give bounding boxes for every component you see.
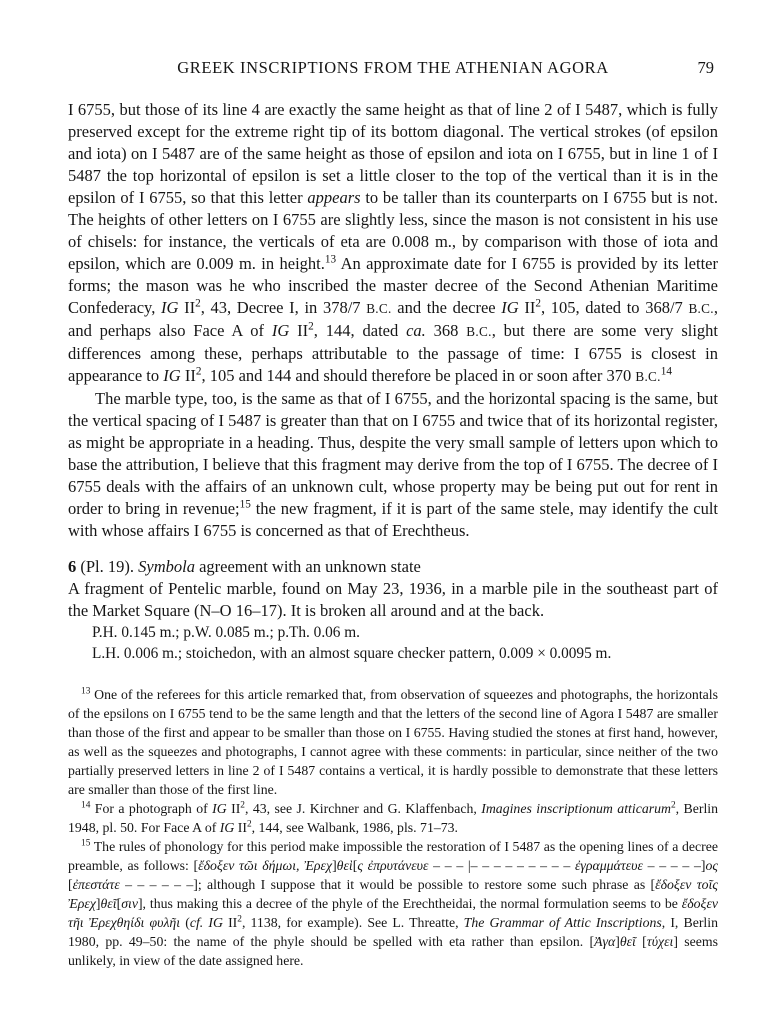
text-segment: IG bbox=[161, 298, 179, 317]
text-segment: 2 bbox=[535, 297, 541, 310]
text-segment: An approximate date for I 6755 is provided by its letter forms; the mason was he who inscribed the master decree of the Second Athenian Maritime Confederacy, bbox=[68, 254, 718, 317]
text-segment: θεῖ bbox=[100, 896, 117, 911]
text-segment: 2 bbox=[195, 297, 201, 310]
text-segment: , Berlin 1948, pl. 50. For Face A of bbox=[68, 801, 719, 835]
text-segment: II bbox=[234, 820, 247, 835]
body-text bbox=[68, 99, 718, 542]
text-segment: 14 bbox=[81, 800, 91, 811]
text-segment: [ bbox=[116, 896, 122, 911]
text-segment: ] bbox=[332, 858, 337, 873]
text-segment: ος bbox=[705, 858, 718, 873]
text-segment: B.C. bbox=[366, 301, 392, 316]
text-segment: 2 bbox=[195, 365, 202, 378]
entry-heading bbox=[68, 556, 718, 578]
text-segment: agreement with an unknown state bbox=[194, 557, 421, 576]
text-segment: , 43, see J. Kirchner and G. Klaffenbach, bbox=[244, 801, 482, 816]
text-segment: II bbox=[178, 298, 196, 317]
text-segment: ἐγραμμάτευε bbox=[574, 858, 643, 873]
running-title: GREEK INSCRIPTIONS FROM THE ATHENIAN AGORA bbox=[177, 58, 609, 77]
text-segment: , 105, dated to 368/7 bbox=[540, 298, 689, 317]
text-segment: B.C. bbox=[635, 369, 661, 384]
text-segment: , 1138, for example). See L. Threatte, bbox=[241, 915, 464, 930]
text-segment: – – – |– – – – – – – – – bbox=[428, 858, 575, 873]
page-number: 79 bbox=[697, 58, 714, 77]
text-segment: ἔδοξεν τῆι Ἐρεχθηίδι φυλῆι bbox=[68, 896, 718, 930]
text-segment: [ bbox=[352, 858, 358, 873]
text-segment: 2 bbox=[308, 320, 314, 333]
text-segment: The marble type, too, is the same as that of I 6755, and the horizontal spacing is the same, but the vertical spacing of I 5487 is greater than that on I 6755 and twice that of its horizontal register, as might be appropriate in a heading. Thus, despite the very small sample of letters upon which to base the attribution, I believe that this fragment may derive from the top of I 6755. The decree of I 6755 deals with the affairs of an unknown cult, whose property may be being put out for rent in order to bring in revenue; bbox=[68, 389, 718, 518]
text-segment: 15 bbox=[239, 498, 251, 511]
text-segment: , and perhaps also Face A of bbox=[68, 298, 718, 340]
text-segment: ἐπεστάτε bbox=[72, 877, 120, 892]
text-segment: 2 bbox=[246, 819, 252, 830]
text-segment: IG bbox=[219, 820, 235, 835]
footnotes-section bbox=[68, 685, 718, 970]
text-segment: 2 bbox=[240, 800, 245, 811]
text-segment: , 144, see Walbank, 1986, pls. 71–73. bbox=[251, 820, 458, 835]
text-segment: II bbox=[180, 366, 196, 385]
text-segment: , but there are some very slight differences among these, perhaps attributable to the passage of time: I 6755 is closest in appearance to bbox=[68, 321, 719, 385]
text-segment: ἔδοξεν τοῖς Ἐρεχ bbox=[68, 877, 718, 911]
text-segment: Ἀγα bbox=[594, 934, 616, 949]
text-segment: I 6755, but those of its line 4 are exactly the same height as that of line 2 of I 5487, which is fully preserved except for the extreme right tip of its bottom diagonal. The vertical strokes (of epsilon and iota) on I 5487 are of the same height as those of epsilon and iota on I 6755, but in line 1 of I 5487 the top horizontal of epsilon is set a little closer to the top of the vertical than it is in the epsilon of I 6755, so that this letter bbox=[68, 100, 718, 207]
text-segment: II bbox=[226, 801, 241, 816]
page-header bbox=[68, 58, 718, 78]
text-segment: the new fragment, if it is part of the same stele, may identify the cult with whose affairs I 6755 is concerned as that of Erechtheus. bbox=[68, 499, 719, 540]
text-segment: One of the referees for this article remarked that, from observation of squeezes and photographs, the horizontals of the epsilons on I 6755 tend to be the same length and that the letters of the second line of Agora I 5487 are smaller than those of the first and appear to be smaller than those on I 6755. Having studied the stones at first hand, however, as well as the squeezes and photographs, I cannot agree with these comments: in particular, since neither of the two partially preserved letters in line 2 of I 5487 contains a vertical, it is hardly possible to demonstrate that these letters are smaller than those of the first line. bbox=[68, 687, 718, 797]
text-segment: , 43, Decree I, in 378/7 bbox=[200, 298, 367, 317]
body-paragraph-2 bbox=[68, 388, 718, 542]
text-segment: IG bbox=[212, 801, 227, 816]
text-segment: ἔδοξεν τῶι δήμωι, Ἐρεχ bbox=[198, 858, 333, 873]
text-segment: and the decree bbox=[391, 298, 502, 317]
text-segment: appears bbox=[307, 188, 361, 207]
text-segment: II bbox=[289, 321, 309, 340]
text-segment: B.C. bbox=[466, 324, 492, 339]
text-segment: Symbola bbox=[138, 557, 195, 576]
text-segment: ca. bbox=[406, 321, 426, 340]
text-segment: ] bbox=[95, 896, 101, 911]
text-segment: – – – – –] bbox=[642, 858, 706, 873]
text-segment: θεῖ bbox=[619, 934, 636, 949]
entry-description: A fragment of Pentelic marble, found on May 23, 1936, in a marble pile in the southeast part of the Market Square (N–O 16–17). It is broken all around and at the back. bbox=[68, 579, 718, 620]
text-segment: ( bbox=[180, 915, 190, 930]
text-segment: The rules of phonology for this period make impossible the restoration of I 5487 as the opening lines of a decree preamble, as follows: [ bbox=[68, 839, 718, 873]
footnote-13 bbox=[68, 685, 718, 799]
text-segment: (Pl. 19). bbox=[76, 557, 139, 576]
text-segment: 368 bbox=[425, 321, 467, 340]
text-segment: B.C. bbox=[688, 301, 714, 316]
text-segment: cf. IG bbox=[189, 915, 223, 930]
text-segment: to be taller than its counterparts on I 6755 but is not. The heights of other letters on I 6755 are slightly less, since the mason is not consistent in his use of chisels: for instance, the verticals of eta are 0.008 m., by comparison with those of iota and epsilon, which are 0.009 m. in height. bbox=[68, 188, 718, 273]
text-segment: ] bbox=[615, 934, 620, 949]
text-segment: σιν bbox=[121, 896, 138, 911]
text-segment: Imagines inscriptionum atticarum bbox=[481, 801, 671, 816]
text-segment: , 105 and 144 and should therefore be placed in or soon after 370 bbox=[201, 366, 636, 385]
footnote-15 bbox=[68, 837, 718, 970]
text-segment: [ bbox=[68, 877, 73, 892]
text-segment: IG bbox=[501, 298, 519, 317]
text-segment: , 144, dated bbox=[313, 321, 407, 340]
text-segment: [ bbox=[635, 934, 647, 949]
footnote-14 bbox=[68, 799, 718, 837]
text-segment: II bbox=[222, 915, 238, 930]
text-segment: τύχει bbox=[646, 934, 674, 949]
text-segment: 14 bbox=[660, 365, 672, 378]
body-paragraph-1 bbox=[68, 99, 718, 388]
text-segment: For a photograph of bbox=[90, 801, 213, 816]
text-segment: 6 bbox=[68, 557, 77, 576]
text-segment: θεὶ bbox=[336, 858, 353, 873]
text-segment: ] seems unlikely, in view of the date assigned here. bbox=[68, 934, 718, 968]
catalogue-entry-6 bbox=[68, 556, 718, 664]
text-segment: IG bbox=[271, 321, 290, 340]
text-segment: , I, Berlin 1980, pp. 49–50: the name of the phyle should be spelled with eta rather than epsilon. [ bbox=[68, 915, 718, 949]
text-segment: 2 bbox=[670, 800, 676, 811]
entry-dimensions-line: P.H. 0.145 m.; p.W. 0.085 m.; p.Th. 0.06 m. bbox=[92, 624, 360, 641]
text-segment: II bbox=[518, 298, 536, 317]
text-segment: ς ἐπρυτάνευε bbox=[357, 858, 429, 873]
text-segment: IG bbox=[163, 366, 181, 385]
entry-letter-height-line: L.H. 0.006 m.; stoichedon, with an almost square checker pattern, 0.009 × 0.0095 m. bbox=[92, 645, 612, 662]
text-segment: ], thus making this a decree of the phyle of the Erechtheidai, the normal formulation seems to be bbox=[137, 896, 682, 911]
text-segment: The Grammar of Attic Inscriptions bbox=[463, 915, 662, 930]
text-segment: – – – – – –]; although I suppose that it would be possible to restore some such phrase as [ bbox=[119, 877, 656, 892]
text-segment: 13 bbox=[324, 253, 337, 266]
text-segment: 2 bbox=[237, 914, 242, 925]
text-segment: 15 bbox=[81, 838, 91, 849]
text-segment: 13 bbox=[81, 686, 91, 697]
